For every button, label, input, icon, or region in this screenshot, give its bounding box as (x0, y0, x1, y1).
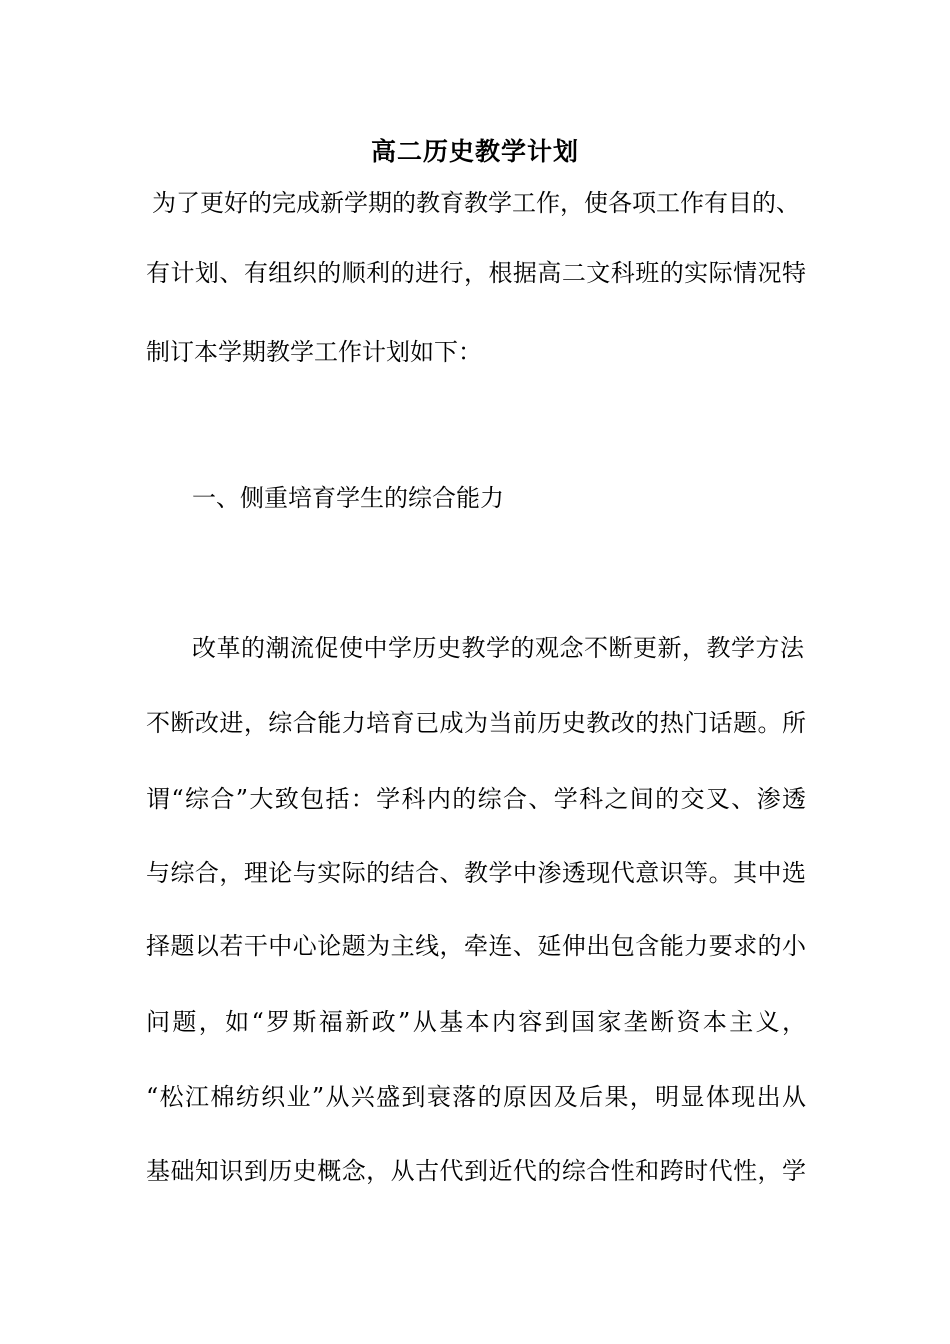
body-line-8: 基础知识到历史概念，从古代到近代的综合性和跨时代性，学 (146, 1157, 806, 1185)
body-line-6: 问题，如“罗斯福新政”从基本内容到国家垄断资本主义， (146, 1008, 806, 1036)
body-line-3: 谓“综合”大致包括：学科内的综合、学科之间的交叉、渗透 (146, 785, 806, 813)
body-line-1: 改革的潮流促使中学历史教学的观念不断更新，教学方法 (192, 634, 804, 662)
intro-line-2: 有计划、有组织的顺利的进行，根据高二文科班的实际情况特 (146, 259, 806, 287)
body-line-7: “松江棉纺织业”从兴盛到衰落的原因及后果，明显体现出从 (146, 1083, 806, 1111)
body-line-5: 择题以若干中心论题为主线，牵连、延伸出包含能力要求的小 (146, 932, 806, 960)
section-heading: 一、侧重培育学生的综合能力 (192, 484, 504, 512)
document-title: 高二历史教学计划 (370, 137, 579, 166)
body-line-2: 不断改进，综合能力培育已成为当前历史教改的热门话题。所 (146, 709, 806, 737)
intro-line-3: 制订本学期教学工作计划如下： (146, 338, 482, 366)
body-line-4: 与综合，理论与实际的结合、教学中渗透现代意识等。其中选 (146, 859, 806, 887)
intro-line-1: 为了更好的完成新学期的教育教学工作，使各项工作有目的、 (152, 189, 800, 217)
